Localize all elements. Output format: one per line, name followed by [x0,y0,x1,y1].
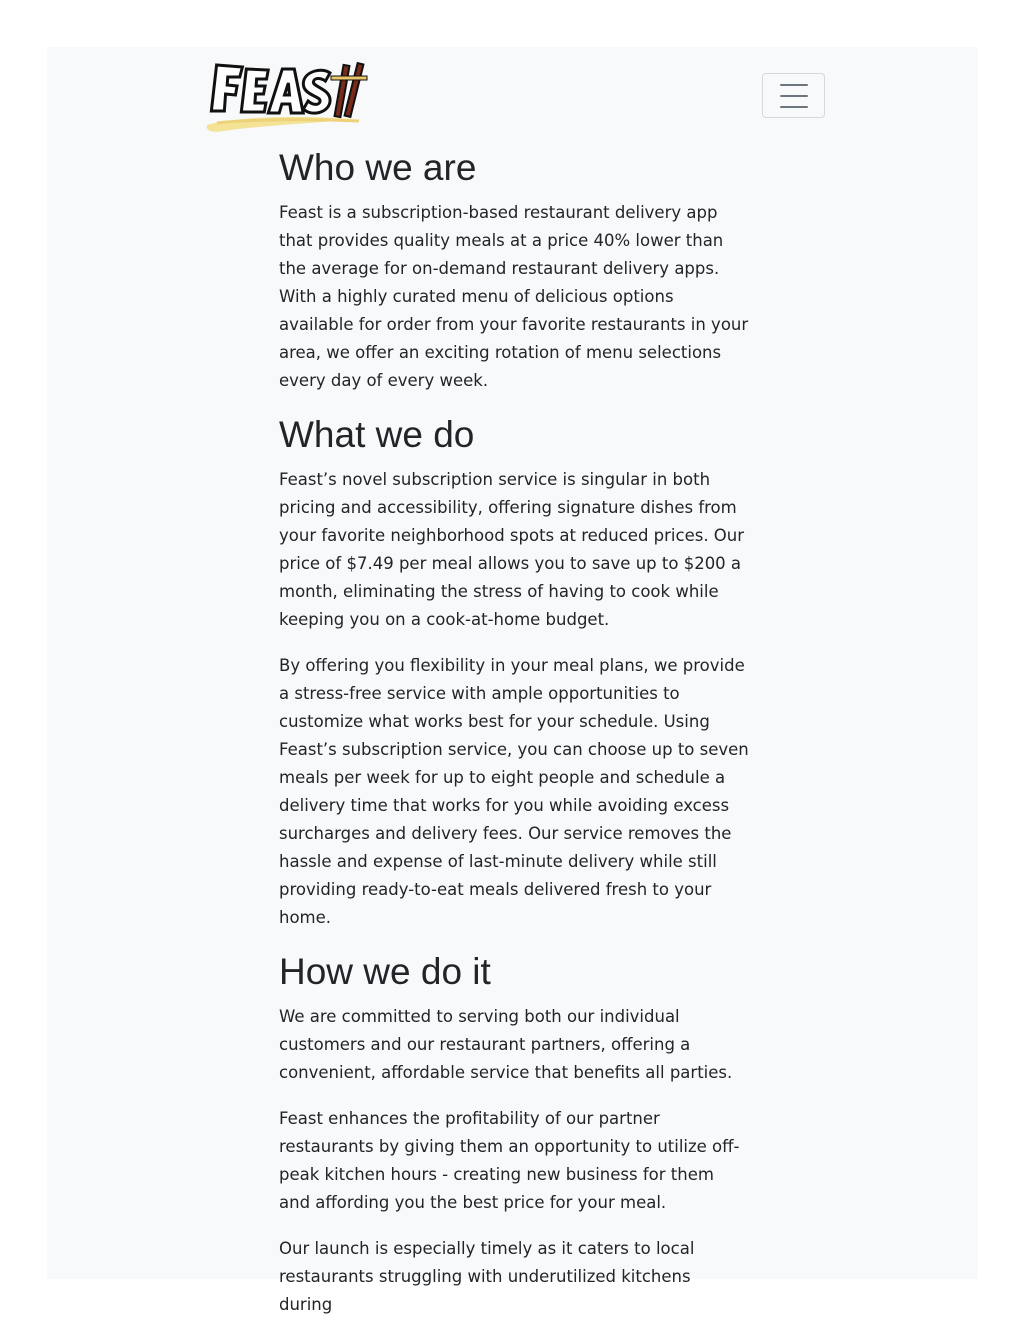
section-paragraph: Our launch is especially timely as it caters to local restaurants struggling with underutilized kitchens during [279,1239,695,1314]
section-paragraph: By offering you flexibility in your meal plans, we provide a stress-free service with ample opportunities to customize what works best for your schedule. Using Feast’s subscription service, you can choose up to seven meals per week for up to eight people and schedule a delivery time that works for you while avoiding excess surcharges and delivery fees. Our service removes the hassle and expense of last-minute delivery while still providing ready-to-eat meals delivered fresh to your home. [279,656,749,927]
section-how-we-do-it [279,950,749,1319]
hamburger-icon [778,82,810,110]
feast-logo[interactable] [203,59,373,139]
section-paragraph: We are committed to serving both our individual customers and our restaurant partners, offering a convenient, affordable service that benefits all parties. [279,1007,733,1082]
section-heading: Who we are [279,147,477,188]
section-heading: How we do it [279,951,491,992]
feast-logo-graphic [203,59,373,139]
section-paragraph: Feast’s novel subscription service is singular in both pricing and accessibility, offering signature dishes from your favorite neighborhood spots at reduced prices. Our price of $7.49 per meal allows you to save up to $200 a month, eliminating the stress of having to cook while keeping you on a cook-at-home budget. [279,470,745,629]
section-who-we-are [279,146,749,395]
section-what-we-do [279,413,749,932]
section-heading: What we do [279,414,475,455]
section-paragraph: Feast is a subscription-based restaurant delivery app that provides quality meals at a price 40% lower than the average for on-demand restaurant delivery apps. With a highly curated menu of delicious options available for order from your favorite restaurants in your area, we offer an exciting rotation of menu selections every day of every week. [279,203,749,390]
hamburger-menu-button[interactable] [762,73,825,118]
section-paragraph: Feast enhances the profitability of our partner restaurants by giving them an opportunity to utilize off-peak kitchen hours - creating new business for them and affording you the best price for your meal. [279,1109,740,1212]
page-frame [47,47,978,1314]
main-content [279,146,749,1337]
